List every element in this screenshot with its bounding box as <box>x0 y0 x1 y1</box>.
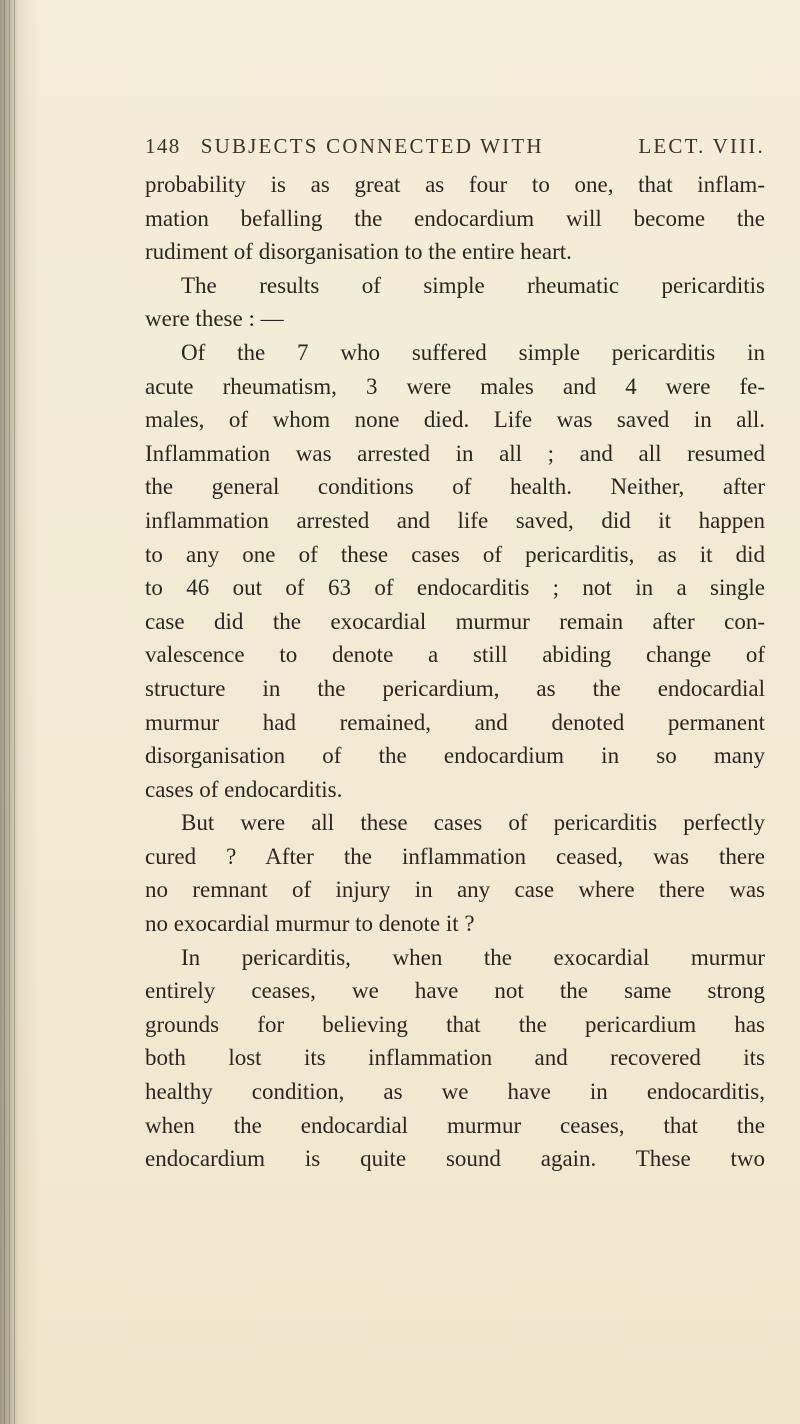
text-line: were these : — <box>145 306 284 332</box>
spine-shadow <box>0 0 20 1424</box>
text-line: rudiment of disorganisation to the entire heart. <box>145 239 572 265</box>
text-line: mation befalling the endocardium will become the <box>145 205 765 231</box>
running-head <box>145 134 765 159</box>
text-line: to 46 out of 63 of endocarditis ; not in a single <box>145 575 765 601</box>
text-line: disorganisation of the endocardium in so many <box>145 743 765 769</box>
running-head-title: SUBJECTS CONNECTED WITH <box>200 134 544 158</box>
spine-edge-line <box>14 0 15 1424</box>
text-line: healthy condition, as we have in endocarditis, <box>145 1079 765 1105</box>
text-line: grounds for believing that the pericardium has <box>145 1011 765 1037</box>
paragraph-start-line: In pericarditis, when the exocardial murmur <box>181 944 765 970</box>
text-line: acute rheumatism, 3 were males and 4 were fe- <box>145 373 765 399</box>
paragraph-start-line: But were all these cases of pericarditis perfectly <box>181 810 765 836</box>
text-line: cases of endocarditis. <box>145 776 343 802</box>
text-line: both lost its inflammation and recovered its <box>145 1045 765 1071</box>
text-line: murmur had remained, and denoted permanent <box>145 709 765 735</box>
text-line: endocardium is quite sound again. These two <box>145 1146 765 1172</box>
text-line: to any one of these cases of pericarditis, as it did <box>145 541 765 567</box>
page-number: 148 <box>145 134 181 158</box>
spine-edge-line <box>9 0 10 1424</box>
text-line: cured ? After the inflammation ceased, was there <box>145 843 765 869</box>
text-line: no remnant of injury in any case where there was <box>145 877 765 903</box>
text-line: valescence to denote a still abiding change of <box>145 642 765 668</box>
body-text <box>145 168 765 1176</box>
text-line: entirely ceases, we have not the same strong <box>145 978 765 1004</box>
text-line: case did the exocardial murmur remain after con- <box>145 608 765 634</box>
text-line: males, of whom none died. Life was saved in all. <box>145 407 765 433</box>
text-line: the general conditions of health. Neither, after <box>145 474 765 500</box>
text-line: no exocardial murmur to denote it ? <box>145 911 475 937</box>
paragraph-start-line: The results of simple rheumatic pericarditis <box>181 272 765 298</box>
paragraph-start-line: Of the 7 who suffered simple pericarditis in <box>181 339 765 365</box>
text-line: probability is as great as four to one, that inflam- <box>145 172 765 197</box>
text-line: inflammation arrested and life saved, did it happen <box>145 507 765 533</box>
text-line: Inflammation was arrested in all ; and all resumed <box>145 440 765 466</box>
text-line: when the endocardial murmur ceases, that the <box>145 1112 765 1138</box>
text-line: structure in the pericardium, as the endocardial <box>145 675 765 701</box>
spine-edge-line <box>4 0 5 1424</box>
lecture-label: LECT. VIII. <box>638 134 765 158</box>
